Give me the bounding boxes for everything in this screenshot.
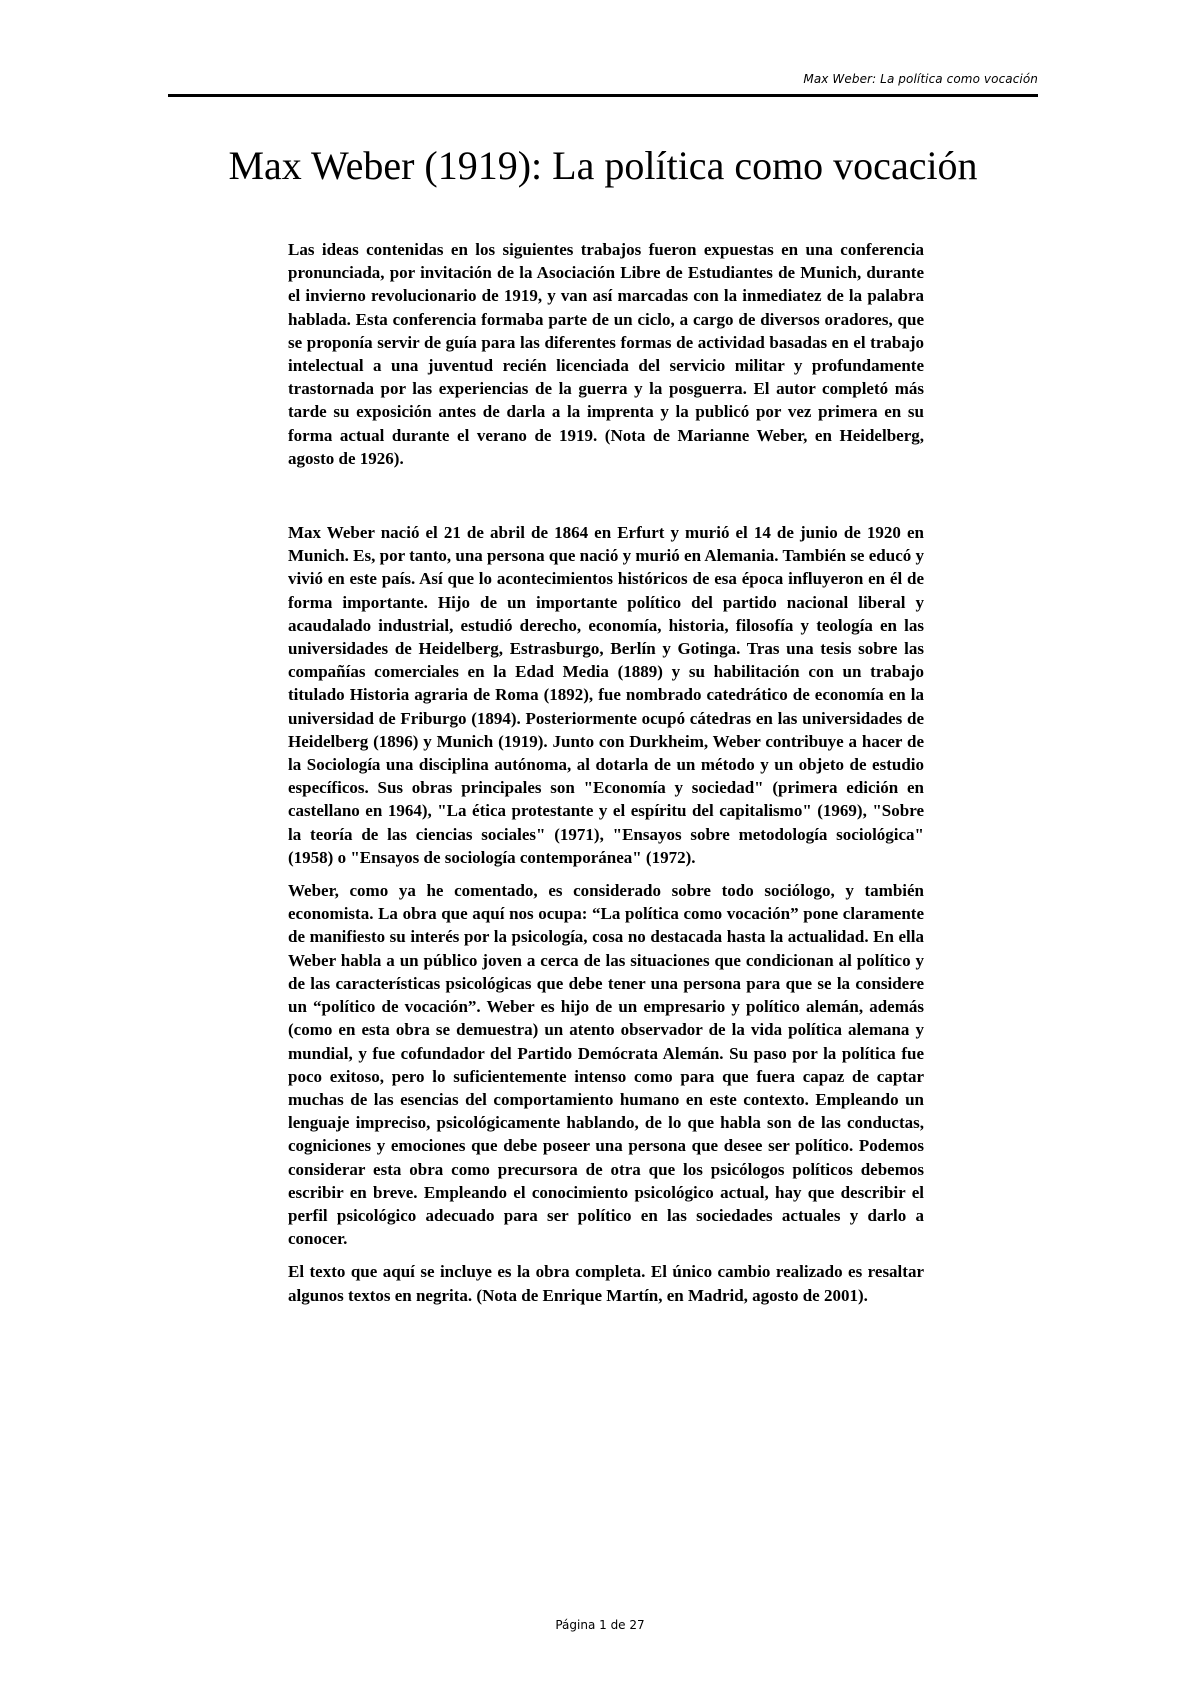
paragraph-editor-note: Las ideas contenidas en los siguientes trabajos fueron expuestas en una conferencia pronunciada, por invitación de la Asociación Libre de Estudiantes de Munich, durante el invierno revolucionario de 1919, y van así marcadas con la inmediatez de la palabra hablada. Esta conferencia formaba parte de un ciclo, a cargo de diversos oradores, que se proponía servir de guía para las diferentes formas de actividad basadas en el trabajo intelectual a una juventud recién licenciada del servicio militar y profundamente trastornada por las experiencias de la guerra y la posguerra. El autor completó más tarde su exposición antes de darla a la imprenta y la publicó por vez primera en su forma actual durante el verano de 1919. (Nota de Marianne Weber, en Heidelberg, agosto de 1926). bbox=[288, 240, 924, 468]
page-number: Página 1 de 27 bbox=[555, 1618, 645, 1632]
paragraph-closing-note: El texto que aquí se incluye es la obra completa. El único cambio realizado es resaltar algunos textos en negrita. (Nota de Enrique Martín, en Madrid, agosto de 2001). bbox=[288, 1262, 924, 1305]
document-title: Max Weber (1919): La política como vocación bbox=[228, 143, 978, 188]
document-body bbox=[288, 238, 924, 1307]
paragraph-biography: Max Weber nació el 21 de abril de 1864 en Erfurt y murió el 14 de junio de 1920 en Munich. Es, por tanto, una persona que nació y murió en Alemania. También se educó y vivió en este país. Así que lo acontecimientos históricos de esa época influyeron en él de forma importante. Hijo de un importante político del partido nacional liberal y acaudalado industrial, estudió derecho, economía, historia, filosofía y teología en las universidades de Heidelberg, Estrasburgo, Berlín y Gotinga. Tras una tesis sobre las compañías comerciales en la Edad Media (1889) y su habilitación con un trabajo titulado Historia agraria de Roma (1892), fue nombrado catedrático de economía en la universidad de Friburgo (1894). Posteriormente ocupó cátedras en las universidades de Heidelberg (1896) y Munich (1919). Junto con Durkheim, Weber contribuye a hacer de la Sociología una disciplina autónoma, al dotarla de un método y un objeto de estudio específicos. Sus obras principales son "Economía y sociedad" (primera edición en castellano en 1964), "La ética protestante y el espíritu del capitalismo" (1969), "Sobre la teoría de las ciencias sociales" (1971), "Ensayos sobre metodología sociológica" (1958) o "Ensayos de sociología contemporánea" (1972). bbox=[288, 523, 924, 867]
paragraph-commentary: Weber, como ya he comentado, es considerado sobre todo sociólogo, y también economista. La obra que aquí nos ocupa: “La política como vocación” pone claramente de manifiesto su interés por la psicología, cosa no destacada hasta la actualidad. En ella Weber habla a un público joven a cerca de las situaciones que condicionan al político y de las características psicológicas que debe tener una persona para que se la considere un “político de vocación”. Weber es hijo de un empresario y político alemán, además (como en esta obra se demuestra) un atento observador de la vida política alemana y mundial, y fue cofundador del Partido Demócrata Alemán. Su paso por la política fue poco exitoso, pero lo suficientemente intenso como para que fuera capaz de captar muchas de las esencias del comportamiento humano en este contexto. Empleando un lenguaje impreciso, psicológicamente hablando, de lo que habla son de las conductas, cogniciones y emociones que debe poseer una persona que desee ser político. Podemos considerar esta obra como precursora de otra que los psicólogos políticos debemos escribir en breve. Empleando el conocimiento psicológico actual, hay que describir el perfil psicológico adecuado para ser político en las sociedades actuales y darlo a conocer. bbox=[288, 881, 924, 1249]
running-header bbox=[168, 66, 1038, 97]
running-header-title: Max Weber: La política como vocación bbox=[803, 72, 1038, 86]
